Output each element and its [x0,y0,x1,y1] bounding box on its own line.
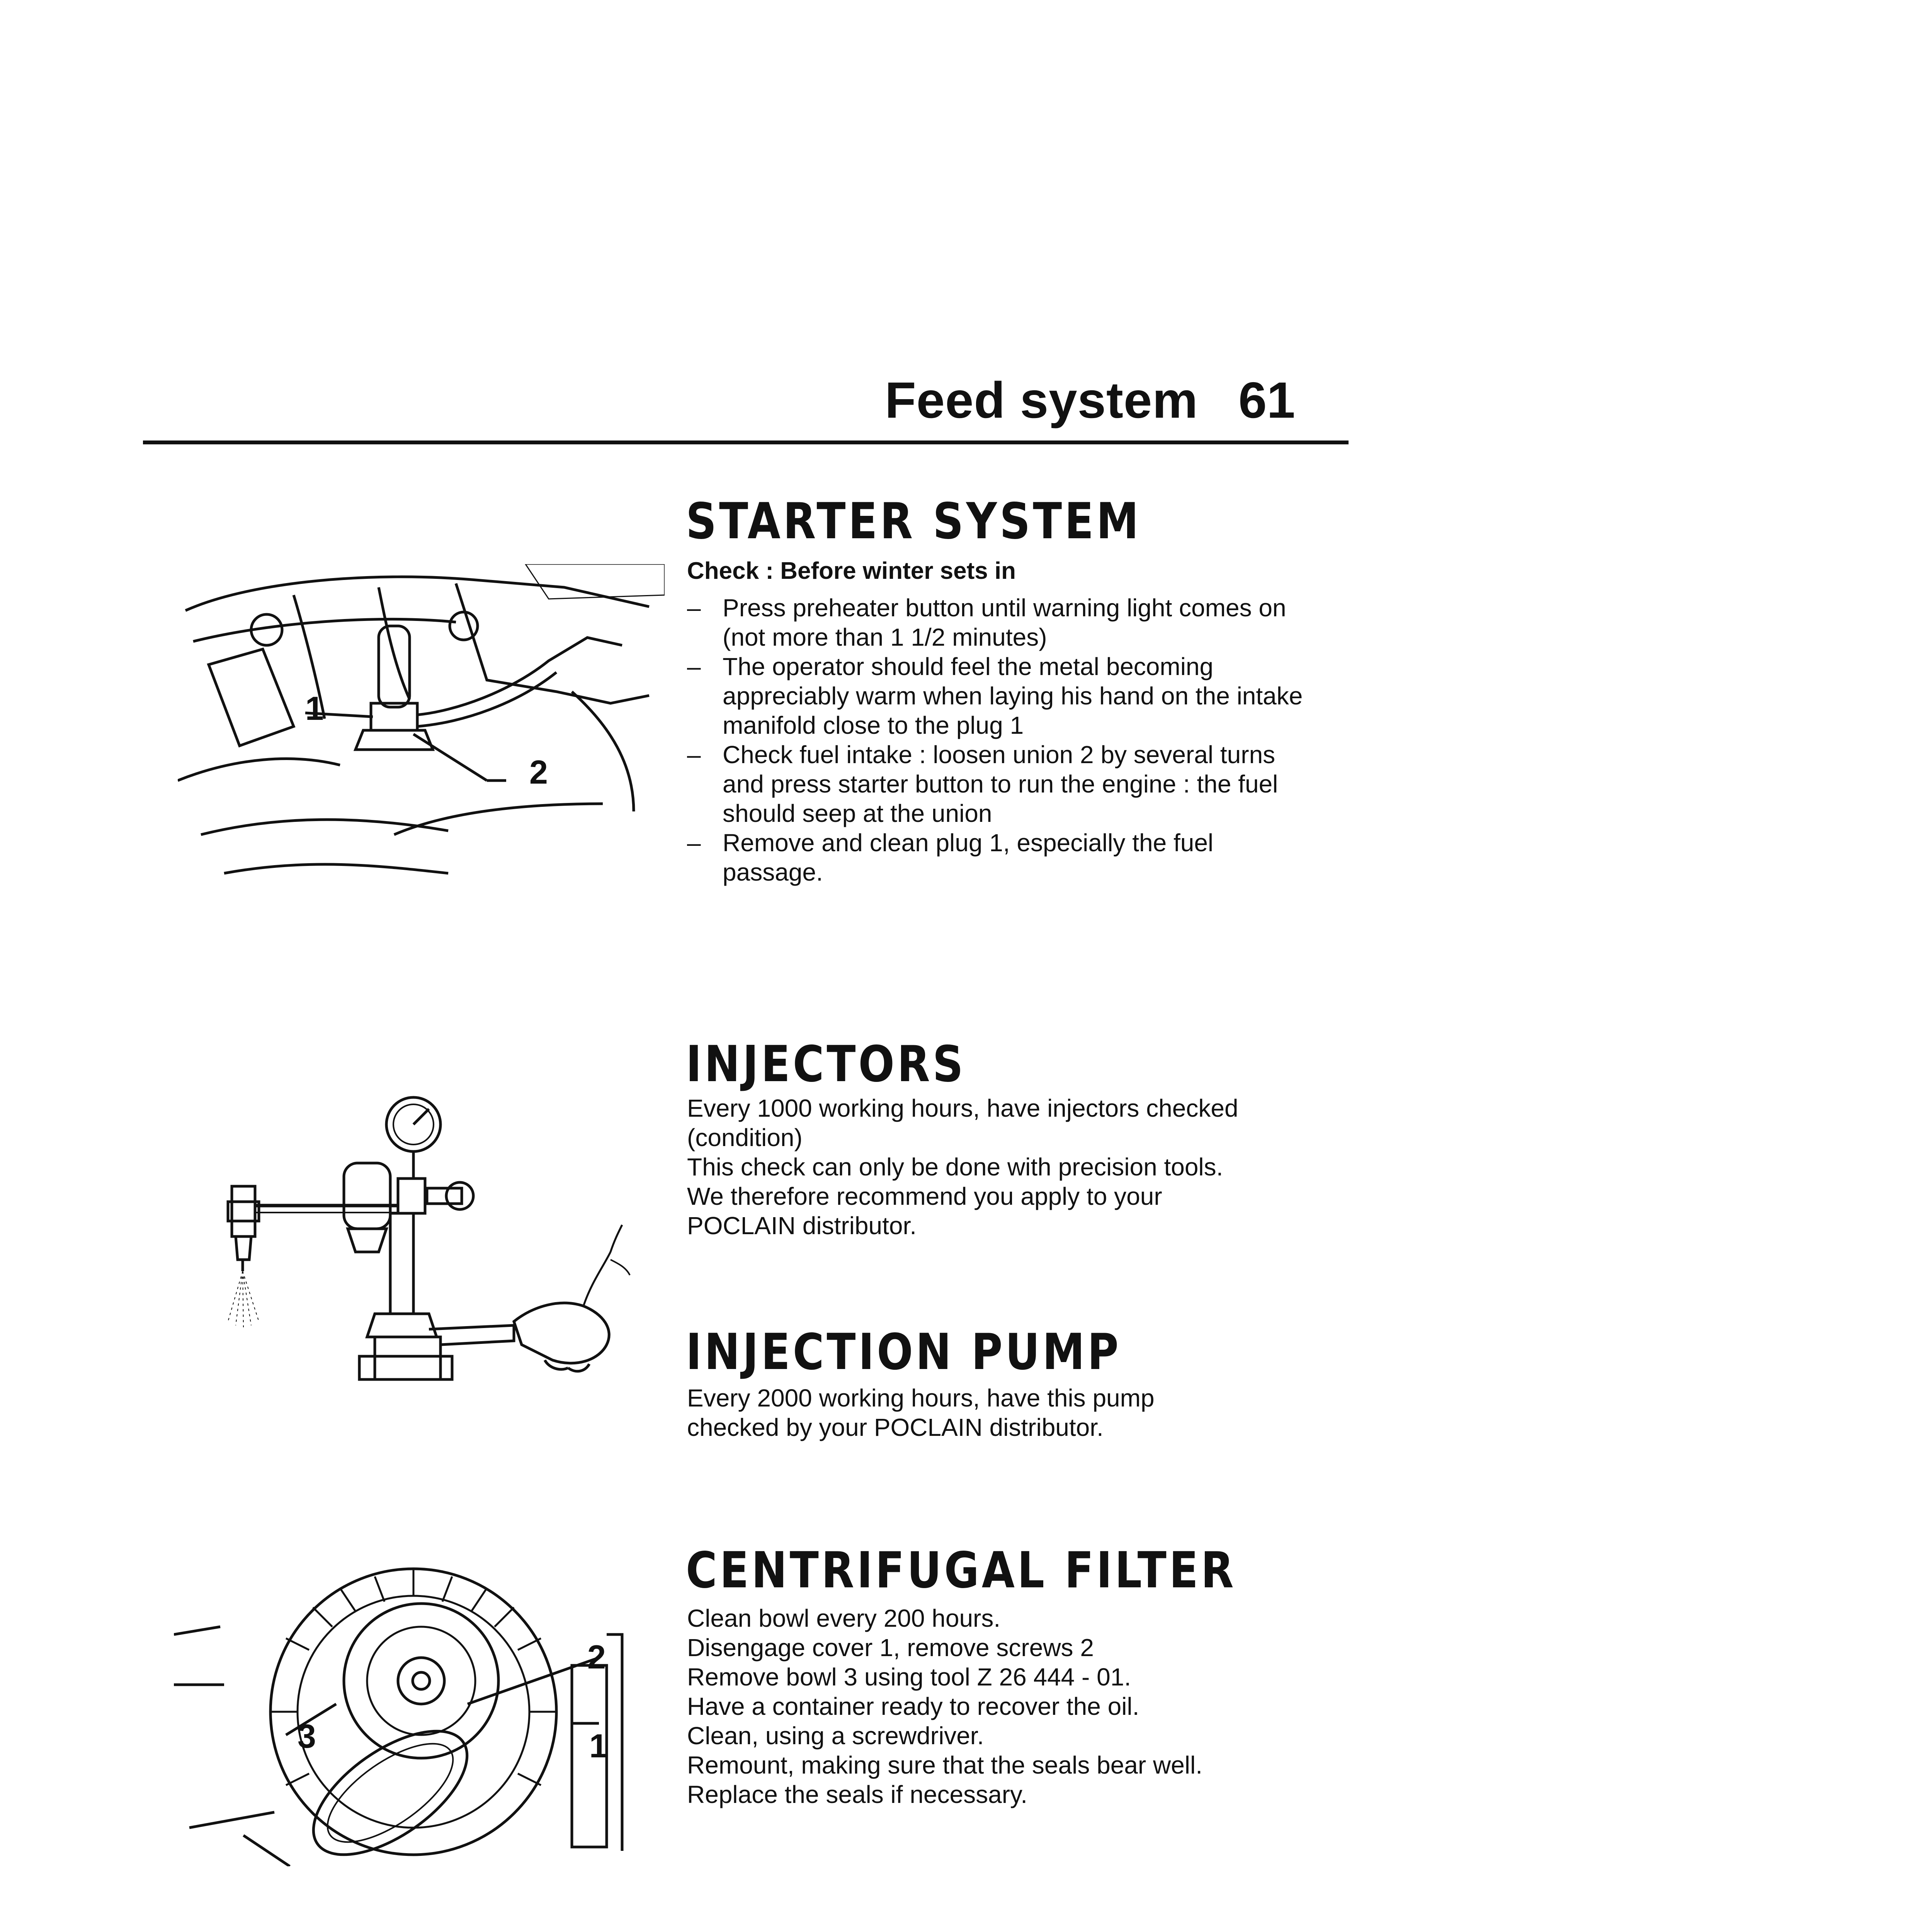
pump-heading: INJECTION PUMP [686,1323,1121,1381]
filter-line-4: Have a container ready to recover the oil. [687,1692,1139,1720]
injector-tester-illustration [213,1090,638,1399]
pump-line-1: Every 2000 working hours, have this pump [687,1384,1155,1412]
page-number: 61 [1238,372,1295,429]
starter-item-3: – Check fuel intake : loosen union 2 by several turns and press starter button to run the engine : the fuel should seep at the union [687,740,1305,828]
filter-label-1: 1 [589,1728,608,1765]
injectors-line-1: Every 1000 working hours, have injectors checked [687,1094,1238,1122]
starter-item-2: – The operator should feel the metal becoming appreciably warm when laying his hand on the intake manifold close to the plug 1 [687,652,1305,740]
filter-line-6: Remount, making sure that the seals bear well. [687,1751,1202,1779]
starter-check: Check : Before winter sets in [687,558,1016,584]
injectors-line-4: We therefore recommend you apply to your [687,1182,1162,1210]
filter-text [687,1604,1202,1809]
injectors-line-5: POCLAIN distributor. [687,1212,917,1240]
injectors-line-2: (condition) [687,1124,803,1151]
starter-item-1: – Press preheater button until warning light comes on (not more than 1 1/2 minutes) [687,593,1305,652]
starter-list [687,593,1305,887]
starter-label-2: 2 [529,754,548,791]
injectors-heading: INJECTORS [686,1036,966,1093]
filter-label-3: 3 [298,1718,316,1755]
filter-line-1: Clean bowl every 200 hours. [687,1604,1001,1632]
header-rule [143,440,1349,444]
injectors-line-3: This check can only be done with precision tools. [687,1153,1223,1181]
filter-heading: CENTRIFUGAL FILTER [686,1542,1236,1599]
filter-line-3: Remove bowl 3 using tool Z 26 444 - 01. [687,1663,1131,1691]
starter-label-1: 1 [305,690,324,727]
injectors-text [687,1094,1238,1240]
filter-line-2: Disengage cover 1, remove screws 2 [687,1634,1094,1662]
section-title: Feed system [885,372,1198,429]
centrifugal-filter-illustration [174,1557,657,1866]
pump-text [687,1383,1155,1442]
starter-item-4: – Remove and clean plug 1, especially the fuel passage. [687,828,1305,887]
filter-line-5: Clean, using a screwdriver. [687,1722,984,1750]
filter-label-2: 2 [587,1639,606,1676]
starter-plug-illustration [178,564,665,893]
starter-heading: STARTER SYSTEM [686,493,1141,550]
filter-line-7: Replace the seals if necessary. [687,1781,1028,1808]
pump-line-2: checked by your POCLAIN distributor. [687,1413,1104,1441]
